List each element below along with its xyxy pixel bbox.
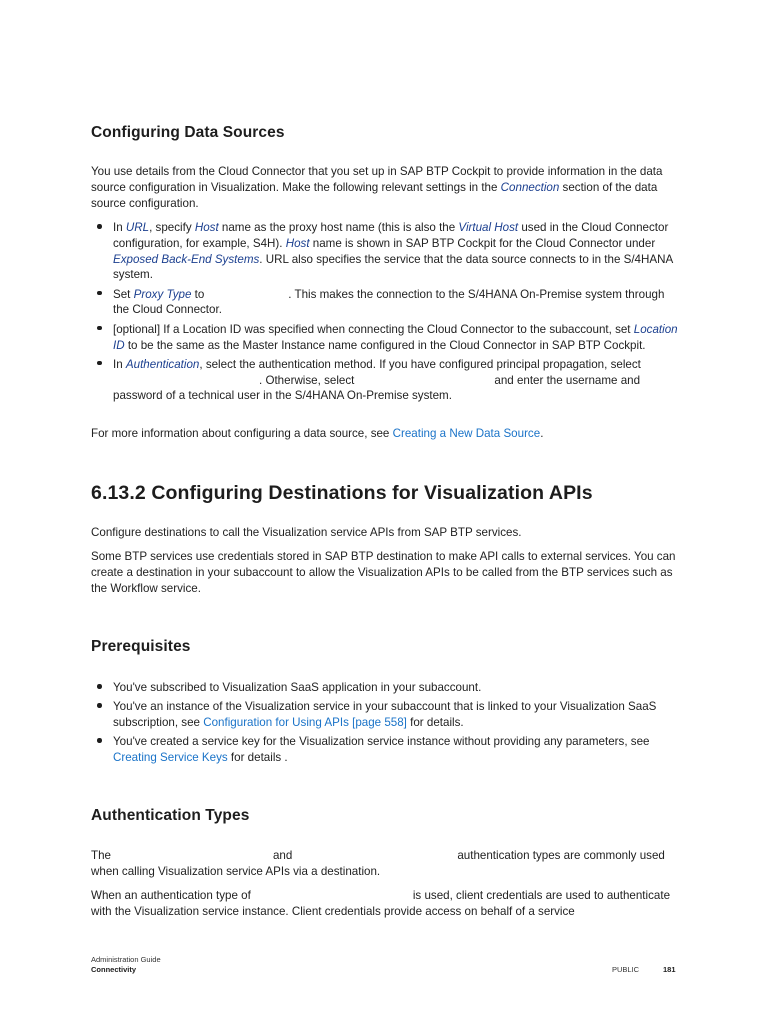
link-creating-service-keys[interactable]: Creating Service Keys	[113, 751, 228, 765]
data-source-settings-list	[91, 220, 679, 408]
footer-chapter: Connectivity	[91, 965, 137, 974]
section-heading-prerequisites: Prerequisites	[91, 638, 191, 655]
destinations-intro: Configure destinations to call the Visualization service APIs from SAP BTP services.	[91, 526, 522, 539]
more-info-paragraph: For more information about configuring a data source, see Creating a New Data Source.	[91, 427, 544, 440]
link-creating-new-data-source[interactable]: Creating a New Data Source	[392, 427, 541, 440]
term-proxy-type: Proxy Type	[133, 287, 192, 301]
destinations-description: Some BTP services use credentials stored in SAP BTP destination to make API calls to external services. You can create a destination in your subaccount to allow the Visualization APIs to be called from the BTP services such as the Workflow service.	[91, 550, 676, 595]
list-item: You've created a service key for the Visualization service instance without providing any parameters, see Creating Service Keys for details .	[91, 734, 679, 766]
term-host-2: Host	[285, 236, 310, 250]
section-heading-configuring-data-sources: Configuring Data Sources	[91, 124, 285, 141]
footer-guide-title: Administration Guide	[91, 955, 161, 964]
footer-classification: PUBLIC	[612, 965, 640, 974]
list-item-authentication: In Authentication, select the authentication method. If you have configured principal propagation, select . Otherwise, select and enter the username and password of a technical user in the S/4HANA On-Premise system.	[91, 357, 679, 404]
data-sources-intro: You use details from the Cloud Connector that you set up in SAP BTP Cockpit to provide information in the data source configuration in Visualization. Make the following relevant settings in the Connection section of the data source configuration.	[91, 165, 663, 210]
footer-doc-info	[91, 955, 161, 975]
auth-client-credentials-paragraph: When an authentication type of is used, client credentials are used to authenticate with the Visualization service instance. Client credentials provide access on behalf of a service	[91, 889, 671, 918]
term-virtual-host: Virtual Host	[458, 221, 519, 234]
term-url: URL	[125, 221, 150, 234]
term-connection: Connection	[500, 180, 560, 194]
link-configuration-for-using-apis[interactable]: Configuration for Using APIs [page 558]	[203, 716, 407, 730]
section-heading-configuring-destinations: 6.13.2 Configuring Destinations for Visualization APIs	[91, 482, 593, 504]
section-heading-authentication-types: Authentication Types	[91, 807, 250, 824]
term-host: Host	[194, 221, 219, 234]
term-exposed-back-end-systems: Exposed Back-End Systems	[113, 252, 260, 266]
term-location-id: Location ID	[113, 322, 678, 352]
list-item-proxy-type: Set Proxy Type to . This makes the connection to the S/4HANA On-Premise system through the Cloud Connector.	[91, 287, 679, 319]
auth-types-paragraph: The and authentication types are commonly used when calling Visualization service APIs via a destination.	[91, 849, 665, 878]
page-number: 181	[663, 965, 676, 974]
list-item: You've subscribed to Visualization SaaS application in your subaccount.	[91, 680, 679, 696]
list-item-location-id: [optional] If a Location ID was specified when connecting the Cloud Connector to the subaccount, set Location ID to be the same as the Master Instance name configured in the Cloud Connector in SAP BTP Cockpit.	[91, 322, 679, 354]
list-item: You've an instance of the Visualization service in your subaccount that is linked to your Visualization SaaS subscription, see Configuration for Using APIs [page 558] for details.	[91, 699, 679, 731]
term-authentication: Authentication	[125, 357, 200, 371]
prerequisites-list	[91, 680, 679, 769]
list-item-url: In URL, specify Host name as the proxy host name (this is also the Virtual Host used in the Cloud Connector configuration, for example, S4H). Host name is shown in SAP BTP Cockpit for the Cloud Connector under Exposed Back-End Systems. URL also specifies the service that the data source connects to in the S/4HANA system.	[91, 220, 679, 283]
